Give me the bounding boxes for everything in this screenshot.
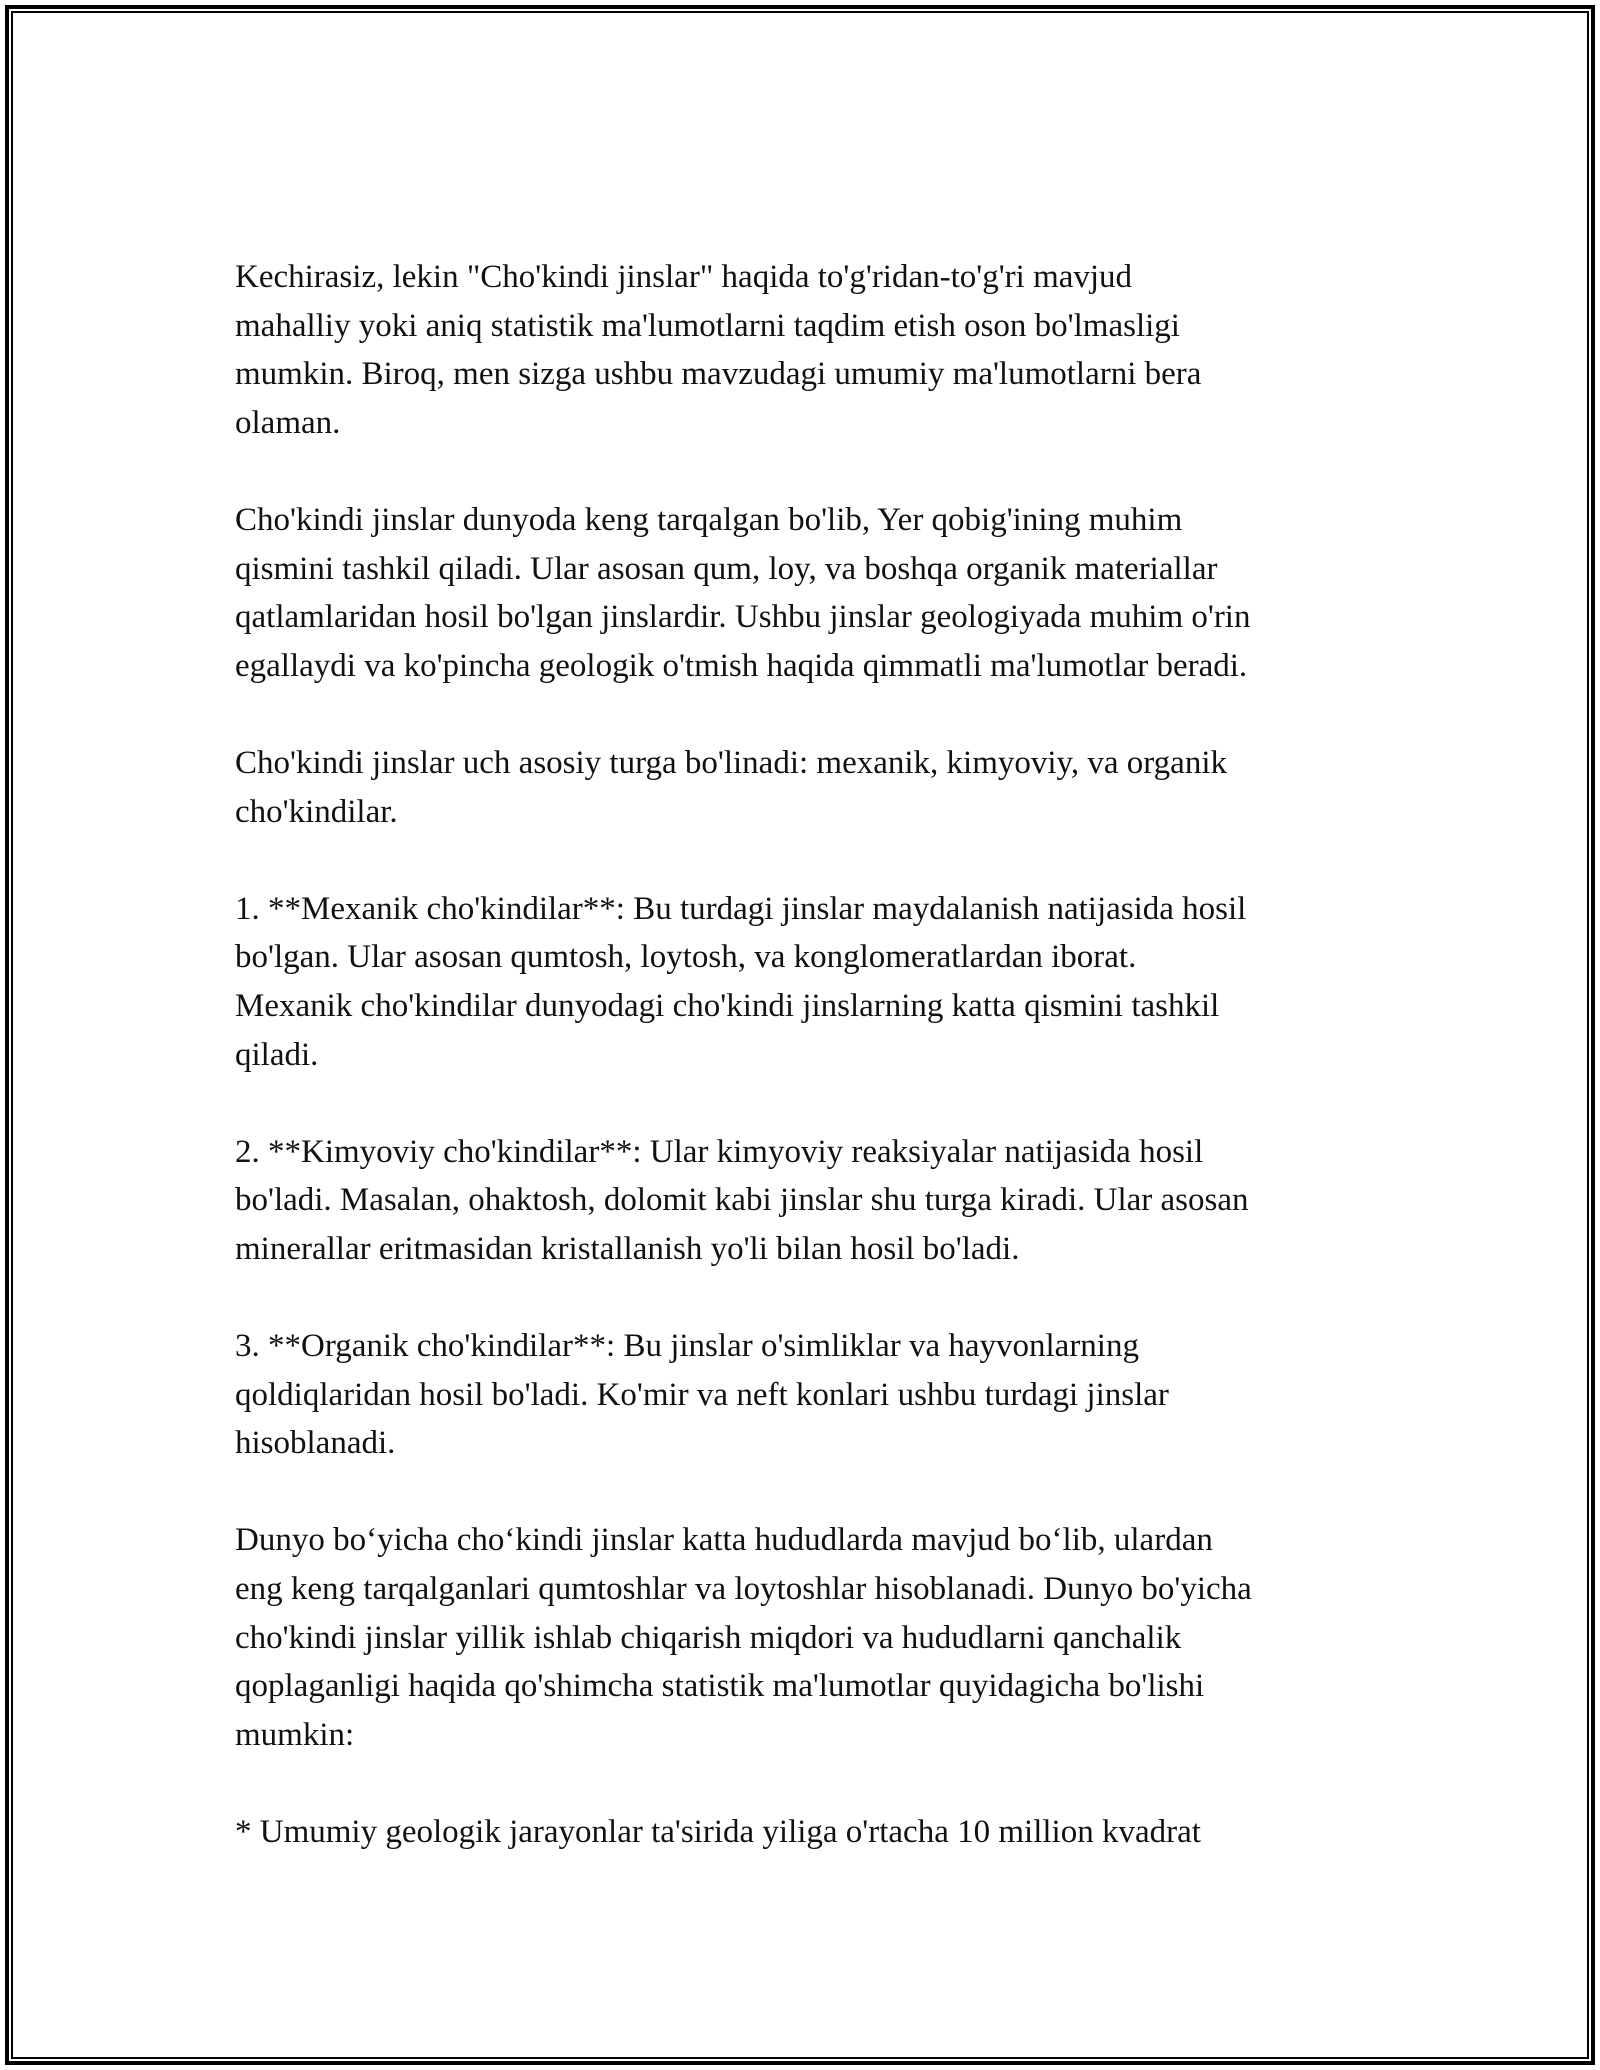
list-item-organic: 3. **Organik cho'kindilar**: Bu jinslar o'simliklar va hayvonlarning qoldiqlaridan hosil bo'ladi. Ko'mir va neft konlari ushbu turdagi jinslar hisoblanadi. bbox=[235, 1328, 1169, 1462]
list-item-chemical: 2. **Kimyoviy cho'kindilar**: Ular kimyoviy reaksiyalar natijasida hosil bo'ladi. Masalan, ohaktosh, dolomit kabi jinslar shu turga kiradi. Ular asosan minerallar eritmasidan kristallanish yo'li bilan hosil bo'ladi. bbox=[235, 1133, 1249, 1267]
paragraph-types: Cho'kindi jinslar uch asosiy turga bo'linadi: mexanik, kimyoviy, va organik cho'kindilar. bbox=[235, 744, 1227, 830]
paragraph-world-distribution: Dunyo bo‘yicha cho‘kindi jinslar katta hududlarda mavjud bo‘lib, ulardan eng keng tarqalganlari qumtoshlar va loytoshlar hisoblanadi. Dunyo bo'yicha cho'kindi jinslar yillik ishlab chiqarish miqdori va hududlarni qanchalik qoplaganligi haqida qo'shimcha statistik ma'lumotlar quyidagicha bo'lishi mumkin: bbox=[235, 1522, 1252, 1753]
list-item-mechanical: 1. **Mexanik cho'kindilar**: Bu turdagi jinslar maydalanish natijasida hosil bo'lgan. Ular asosan qumtosh, loytosh, va konglomeratlardan iborat. Mexanik cho'kindilar dunyodagi cho'kindi jinslarning katta qismini tashkil qiladi. bbox=[235, 890, 1247, 1073]
paragraph-intro: Kechirasiz, lekin "Cho'kindi jinslar" haqida to'g'ridan-to'g'ri mavjud mahalliy yoki aniq statistik ma'lumotlarni taqdim etish oson bo'lmasligi mumkin. Biroq, men sizga ushbu mavzudagi umumiy ma'lumotlarni bera olaman. bbox=[235, 259, 1202, 441]
bullet-item-statistics: * Umumiy geologik jarayonlar ta'sirida yiligа o'rtacha 10 million kvadrat bbox=[235, 1814, 1201, 1850]
document-body bbox=[235, 253, 1385, 1857]
paragraph-overview: Cho'kindi jinslar dunyoda keng tarqalgan bo'lib, Yer qobig'ining muhim qismini tashkil qiladi. Ular asosan qum, loy, va boshqa organik materiallar qatlamlaridan hosil bo'lgan jinslardir. Ushbu jinslar geologiyada muhim o'rin egallaydi va ko'pincha geologik o'tmish haqida qimmatli ma'lumotlar beradi. bbox=[235, 501, 1251, 684]
